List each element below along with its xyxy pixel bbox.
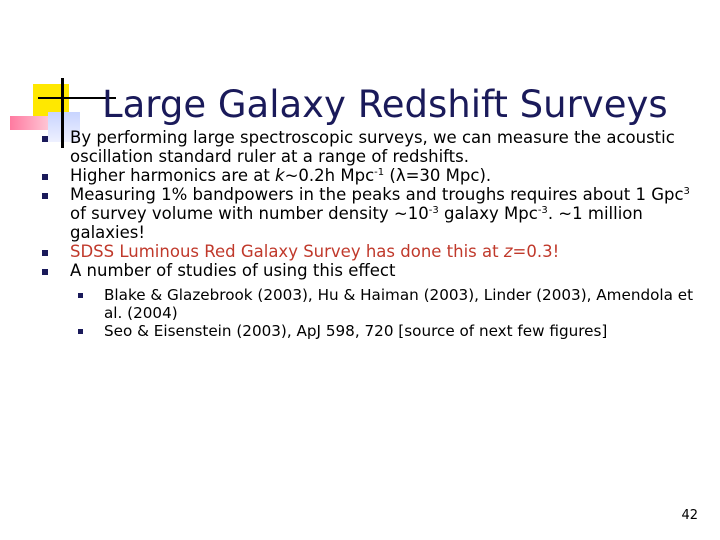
sub-bullet-marker <box>78 329 83 334</box>
bullet-item <box>70 166 700 185</box>
bullet-item <box>70 128 700 166</box>
superscript: -3 <box>537 205 548 216</box>
bullet-marker <box>42 250 48 256</box>
bullet-text: (λ=30 Mpc). <box>384 166 492 185</box>
superscript: 3 <box>683 186 690 197</box>
bullet-text-italic: z <box>503 242 513 261</box>
logo-vertical-line <box>61 78 64 148</box>
bullet-marker <box>42 193 48 199</box>
sub-bullet-item <box>104 322 700 340</box>
bullet-text: ~0.2h Mpc <box>284 166 375 185</box>
sub-bullet-marker <box>78 293 83 298</box>
bullet-marker <box>42 269 48 275</box>
superscript: -3 <box>428 205 439 216</box>
slide-title: Large Galaxy Redshift Surveys <box>102 83 668 126</box>
sub-bullet-text: Blake & Glazebrook (2003), Hu & Haiman (2003), Linder (2003), Amendola et al. (2004) <box>104 286 694 322</box>
bullet-text: Measuring 1% bandpowers in the peaks and troughs requires about 1 Gpc <box>70 185 684 204</box>
bullet-marker <box>42 136 48 142</box>
bullet-item <box>70 185 700 242</box>
bullet-text: Higher harmonics are at <box>70 166 276 185</box>
bullet-text: A number of studies of using this effect <box>70 261 396 280</box>
bullet-text: of survey volume with number density ~10 <box>70 204 429 223</box>
sub-bullet-text: Seo & Eisenstein (2003), ApJ 598, 720 [source of next few figures] <box>104 322 608 340</box>
bullet-text: SDSS Luminous Red Galaxy Survey has done this at <box>70 242 504 261</box>
bullet-text: . ~1 million galaxies! <box>70 204 643 242</box>
bullet-text-italic: k <box>275 166 285 185</box>
bullet-marker <box>42 174 48 180</box>
bullet-item <box>70 261 700 280</box>
page-number: 42 <box>681 508 698 523</box>
bullet-text: galaxy Mpc <box>438 204 538 223</box>
bullet-text: =0.3! <box>512 242 560 261</box>
bullet-list <box>70 128 700 340</box>
superscript: -1 <box>374 167 385 178</box>
sub-bullet-item <box>104 286 700 322</box>
bullet-text: By performing large spectroscopic surveys, we can measure the acoustic oscillation standard ruler at a range of redshifts. <box>70 128 675 166</box>
bullet-item <box>70 242 700 261</box>
